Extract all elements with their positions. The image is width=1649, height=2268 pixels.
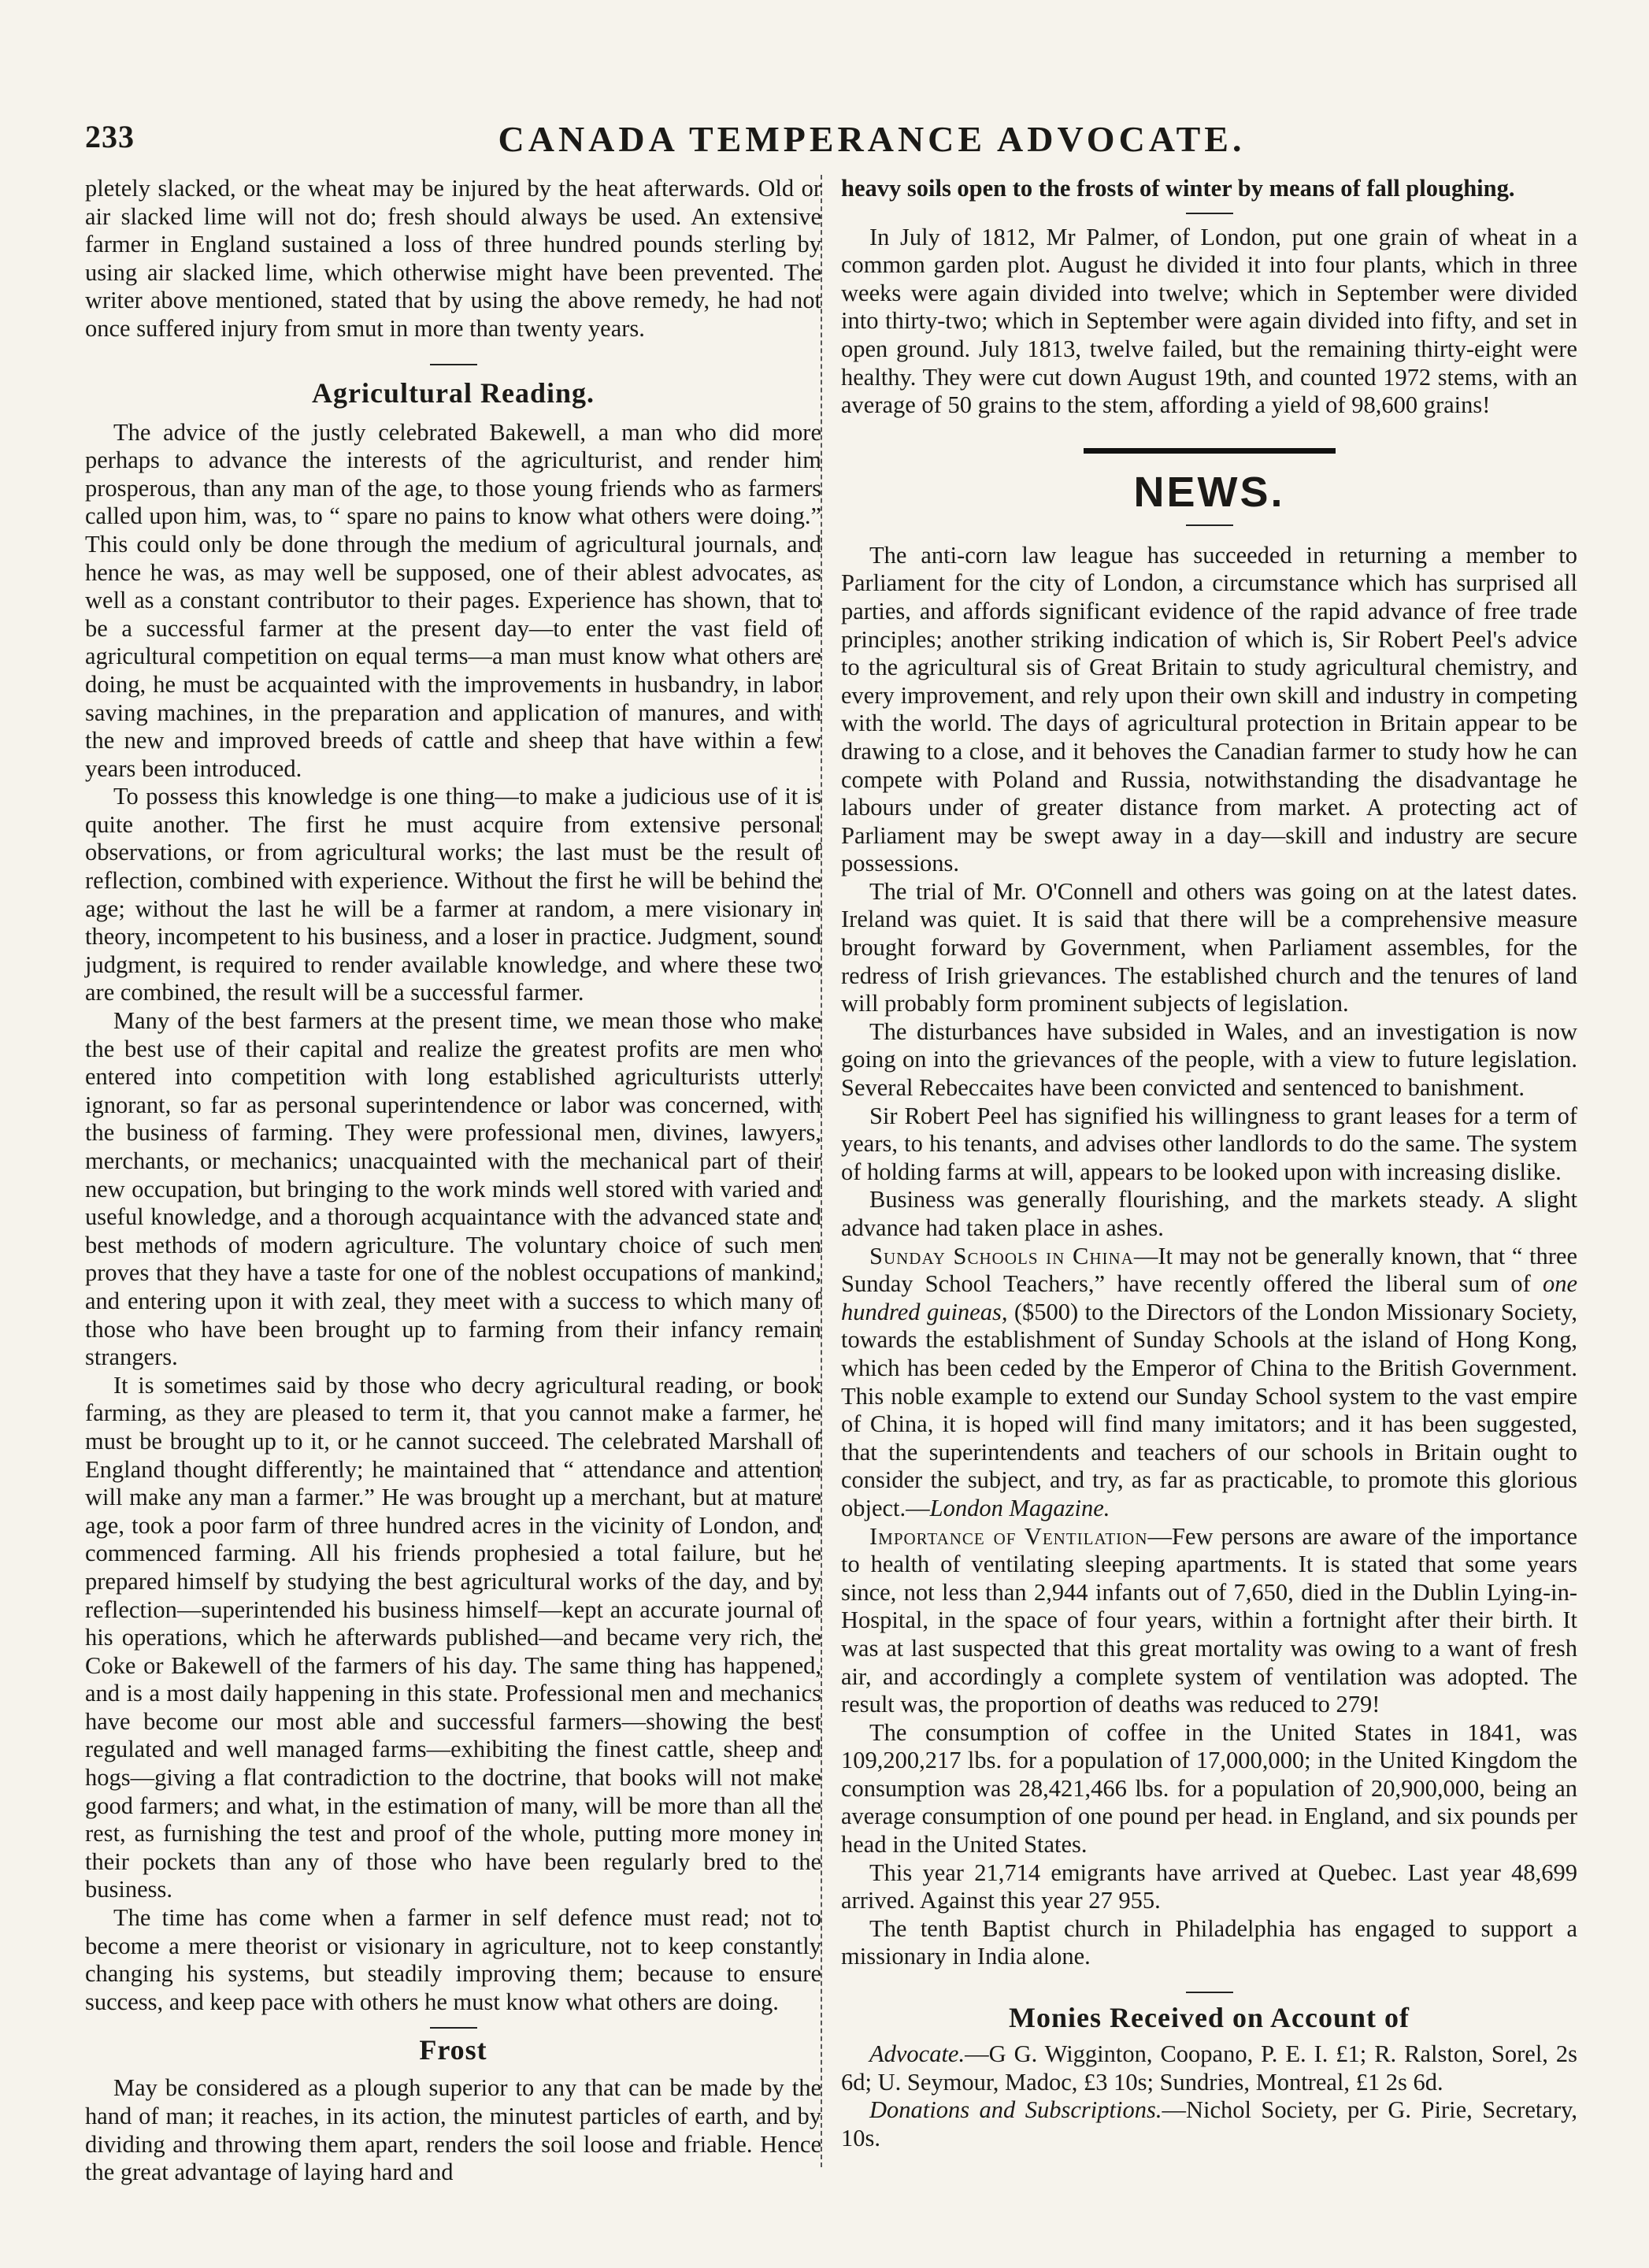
news-item-source: London Magazine. xyxy=(929,1494,1110,1521)
news-item-text: —It may not be generally known, that “ three Sunday School Teachers,” have recently offered the liberal sum of xyxy=(841,1242,1578,1298)
paragraph: In July of 1812, Mr Palmer, of London, put one grain of wheat in a common garden plot. August he divided it into four plants, which in three weeks were again divided into twelve; which in September were divided into thirty-two; which in September were again divided into fifty, and set in open ground. July 1813, twelve failed, but the remaining thirty-eight were healthy. They were cut down August 19th, and counted 1972 stems, with an average of 50 grains to the stem, affording a yield of 98,600 grains! xyxy=(841,223,1577,419)
right-column xyxy=(841,175,1577,2152)
paragraph: To possess this knowledge is one thing—to make a judicious use of it is quite another. The first he must acquire from extensive personal observations, or from agricultural works; the last must be the result of reflection, combined with experience. Without the first he will be behind the age; without the last he will be a farmer at random, a mere visionary in theory, incompetent to his business, and a loser in practice. Judgment, sound judgment, is required to render available knowledge, and where these two are combined, the result will be a successful farmer. xyxy=(85,783,821,1006)
news-item: The tenth Baptist church in Philadelphia has engaged to support a missionary in India alone. xyxy=(841,1914,1577,1970)
news-item: The disturbances have subsided in Wales, and an investigation is now going on into the grievances of the people, with a view to future legislation. Several Rebeccaites have been convicted and sentenced to banishment. xyxy=(841,1017,1577,1102)
monies-label: Advocate. xyxy=(869,2040,965,2068)
section-rule xyxy=(1186,524,1233,526)
news-item: Sir Robert Peel has signified his willingness to grant leases for a term of years, to his tenants, and advises other landlords to do the same. The system of holding farms at will, appears to be looked upon with increasing dislike. xyxy=(841,1102,1577,1185)
news-item: The anti-corn law league has succeeded in returning a member to Parliament for the city of London, a circumstance which has surprised all parties, and affords significant evidence of the rapid advance of free trade principles; another striking indication of which is, Sir Robert Peel's advice to the agricultural sis of Great Britain to study agricultural chemistry, and every improvement, and rely upon their own skill and industry in competing with the world. The days of agricultural protection in Britain appear to be drawing to a close, and it behoves the Canadian farmer to study how he can compete with Poland and Russia, notwithstanding the disadvantage he labours under of greater distance from market. A protecting act of Parliament may be swept away in a day—skill and industry are secure possessions. xyxy=(841,541,1577,877)
paragraph: The advice of the justly celebrated Bakewell, a man who did more perhaps to advance the interests of the agriculturist, and render him prosperous, than any man of the age, to those young friends who as farmers called upon him, was, to “ spare no pains to know what others were doing.” This could only be done through the medium of agricultural journals, and hence he was, as may well be supposed, one of their ablest advocates, as well as a constant contributor to their pages. Experience has shown, that to be a successful farmer at the present day—to enter the vast field of agricultural competition on equal terms—a man must know what others are doing, he must be acquainted with the improvements in husbandry, in labor saving machines, in the preparation and application of manures, and with the new and improved breeds of cattle and sheep that have within a few years been introduced. xyxy=(85,418,821,782)
monies-text: —Nichol Society, per G. Pirie, Secretary, 10s. xyxy=(841,2096,1577,2151)
news-item: This year 21,714 emigrants have arrived at Quebec. Last year 48,699 arrived. Against this year 27 955. xyxy=(841,1858,1577,1914)
news-item-lead: Importance of Ventilation xyxy=(869,1522,1148,1550)
paragraph: It is sometimes said by those who decry agricultural reading, or book farming, as they are pleased to term it, that you cannot make a farmer, he must be brought up to it, or he cannot succeed. The celebrated Marshall of England thought differently; he maintained that “ attendance and attention will make any man a farmer.” He was brought up a merchant, but at mature age, took a poor farm of three hundred acres in the vicinity of London, and commenced farming. All his friends prophesied a total failure, but he prepared himself by studying the best agricultural works of the day, and by reflection—superintended his business himself—kept an accurate journal of his operations, which he afterwards published—and became very rich, the Coke or Bakewell of the farmers of his day. The same thing has happened, and is a most daily happening in this state. Professional men and mechanics have become our most able and successful farmers—showing the best regulated and well managed farms—exhibiting the finest cattle, sheep and hogs—giving a flat contradiction to the doctrine, that books will not make good farmers; and what, in the estimation of many, will be more than all the rest, as furnishing the test and proof of the whole, putting more money in their pockets than any of those who have been regularly bred to the business. xyxy=(85,1371,821,1903)
news-item-italic: one hundred guineas, xyxy=(841,1270,1577,1325)
running-title: CANADA TEMPERANCE ADVOCATE. xyxy=(498,119,1246,159)
page-number: 233 xyxy=(85,119,135,154)
section-heading-frost: Frost xyxy=(419,2034,487,2066)
monies-label: Donations and Subscriptions. xyxy=(869,2096,1162,2124)
left-column xyxy=(85,175,821,2187)
news-item: The consumption of coffee in the United States in 1841, was 109,200,217 lbs. for a population of 17,000,000; in the United Kingdom the consumption was 28,421,466 lbs. for a population of 20,900,000, being an average consumption of one pound per head. in England, and six pounds per head in the United States. xyxy=(841,1718,1577,1858)
section-rule xyxy=(430,364,477,365)
section-rule xyxy=(1186,213,1233,214)
section-heading-monies: Monies Received on Account of xyxy=(1009,2002,1410,2034)
paragraph: May be considered as a plough superior to any that can be made by the hand of man; it reaches, in its action, the minutest particles of earth, and by dividing and throwing them apart, renders the soil loose and friable. Hence the great advantage of laying hard and xyxy=(85,2074,821,2186)
section-rule xyxy=(1186,1992,1233,1993)
section-rule xyxy=(430,2027,477,2029)
news-rule xyxy=(1084,448,1336,454)
monies-text: —G G. Wigginton, Coopano, P. E. I. £1; R. Ralston, Sorel, 2s 6d; U. Seymour, Madoc, £3 10s; Sundries, Montreal, £1 2s 6d. xyxy=(841,2040,1577,2096)
news-item-text: —Few persons are aware of the importance to health of ventilating sleeping apartments. It is stated that some years since, not less than 2,944 infants out of 7,650, died in the Dublin Lying-in-Hospital, in the space of four years, within a fortnight after their birth. It was at last suspected that this great mortality was owing to a want of fresh air, and accordingly a complete system of ventilation was adopted. The result was, the proportion of deaths was reduced to 279! xyxy=(841,1522,1578,1718)
monies-donations xyxy=(841,2096,1577,2152)
news-item-text: ($500) to the Directors of the London Missionary Society, towards the establishment of Sunday Schools at the island of Hong Kong, which has been ceded by the Emperor of China to the British Government. This noble example to extend our Sunday School system to the vast empire of China, it is hoped will find many imitators; and it has been suggested, that the superintendents and teachers of our schools in Britain ought to consider the subject, and try, as far as practicable, to promote this glorious object.— xyxy=(841,1298,1578,1521)
news-item-sunday-schools xyxy=(841,1243,1577,1523)
news-item: Business was generally flourishing, and the markets steady. A slight advance had taken place in ashes. xyxy=(841,1186,1577,1241)
paragraph: The time has come when a farmer in self defence must read; not to become a mere theorist or visionary in agriculture, not to keep constantly changing his systems, but steadily improving them; because to ensure success, and keep pace with others he must know what others are doing. xyxy=(85,1904,821,2015)
paragraph: Many of the best farmers at the present time, we mean those who make the best use of their capital and realize the greatest profits are men who entered into competition with long established agriculturists utterly ignorant, so far as personal superintendence or labor was concerned, with the business of farming. They were professional men, divines, lawyers, merchants, or mechanics; unacquainted with the mechanical part of their new occupation, but bringing to the work minds well stored with varied and useful knowledge, and a thorough acquaintance with the advanced state and best methods of modern agriculture. The voluntary choice of such men proves that they have a taste for one of the noblest occupations of mankind, and entering upon it with zeal, they meet with a success to which many of those who have been brought up to farming from their infancy remain strangers. xyxy=(85,1007,821,1371)
section-heading-agricultural-reading: Agricultural Reading. xyxy=(312,376,595,409)
monies-advocate xyxy=(841,2040,1577,2096)
news-item: The trial of Mr. O'Connell and others was going on at the latest dates. Ireland was quiet. It is said that there will be a comprehensive measure brought forward by Government, when Parliament assembles, for the redress of Irish grievances. The established church and the tenures of land will probably form prominent subjects of legislation. xyxy=(841,877,1577,1017)
section-heading-news: NEWS. xyxy=(1133,468,1285,516)
article-continuation: pletely slacked, or the wheat may be injured by the heat afterwards. Old or air slacked lime will not do; fresh should always be used. An extensive farmer in England sustained a loss of three hundred pounds sterling by using air slacked lime, which otherwise might have been prevented. The writer above mentioned, stated that by using the above remedy, he had not once suffered injury from smut in more than twenty years. xyxy=(85,175,821,342)
article-continuation: heavy soils open to the frosts of winter by means of fall ploughing. xyxy=(841,175,1515,202)
news-item-lead: Sunday Schools in China xyxy=(869,1242,1134,1269)
news-item-ventilation xyxy=(841,1523,1577,1719)
